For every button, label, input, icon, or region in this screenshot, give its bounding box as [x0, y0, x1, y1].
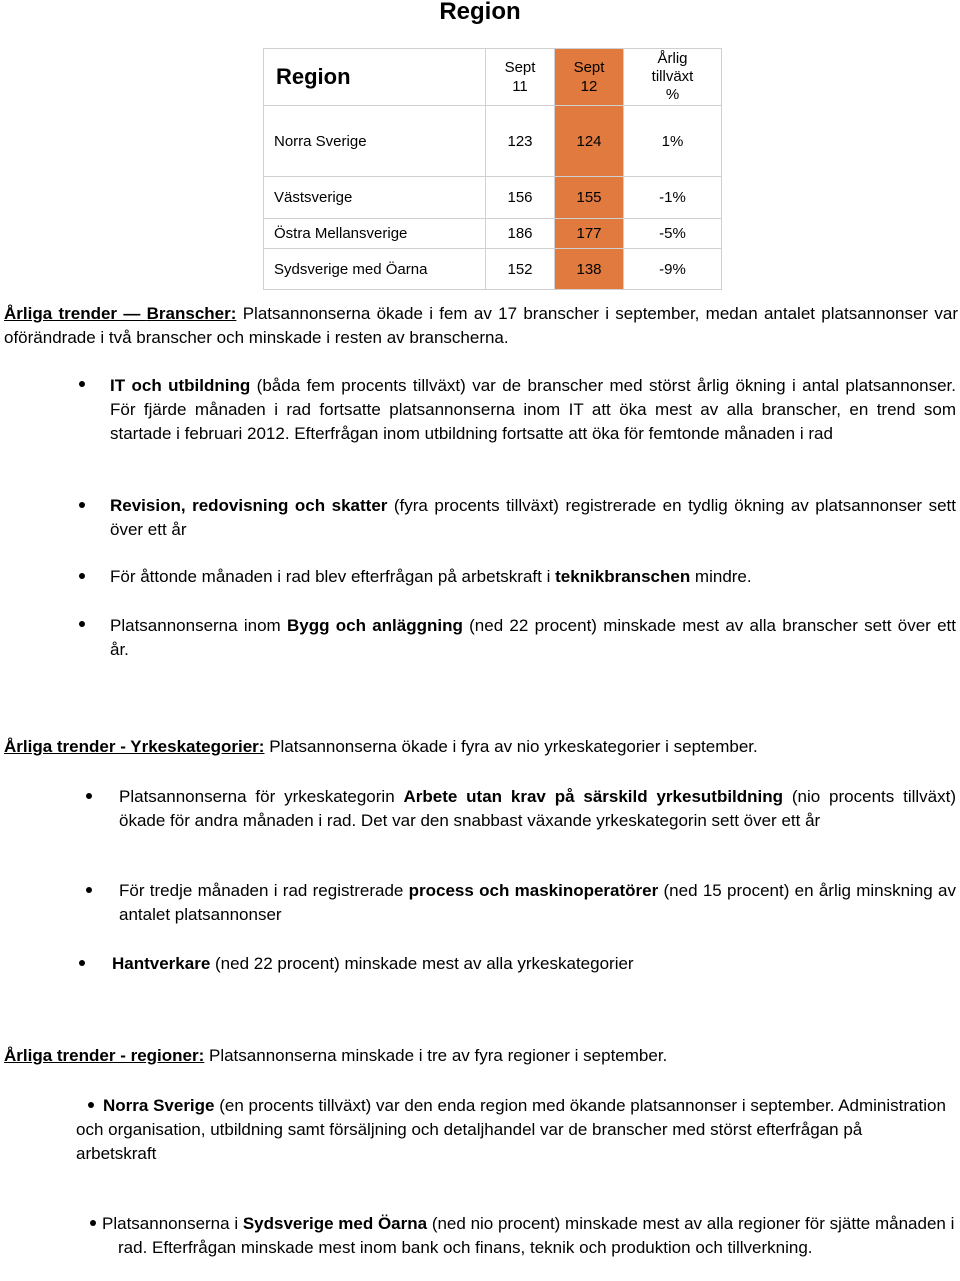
row-sept12: 138: [555, 249, 624, 290]
bullet-text: mindre.: [690, 567, 752, 586]
row-name: Östra Mellansverige: [264, 219, 486, 249]
header-growth: [624, 49, 722, 106]
bullet-bold: teknikbranschen: [555, 567, 691, 586]
bullet-text: (ned 22 procent) minskade mest av alla yrkeskategorier: [210, 954, 634, 973]
row-sept12: 155: [555, 177, 624, 219]
row-name: Västsverige: [264, 177, 486, 219]
yrken-intro-text: Platsannonserna ökade i fyra av nio yrkeskategorier i september.: [264, 737, 758, 756]
header-growth-line3: %: [665, 86, 680, 103]
list-item: [102, 1212, 958, 1260]
bullet-text: (ned nio procent) minskade mest av alla regioner för sjätte månaden i rad. Efterfrågan minskade mest inom bank och finans, teknik och produktion och tillverkning.: [118, 1214, 955, 1257]
bullet-text: (ned 22 procent) minskade mest av alla branscher sett över ett år.: [110, 616, 956, 659]
bullet-text: För tredje månaden i rad registrerade: [119, 881, 409, 900]
list-item: [119, 785, 956, 833]
header-growth-line2: tillväxt: [651, 68, 694, 85]
row-sept12: 177: [555, 219, 624, 249]
regioner-intro: [4, 1044, 958, 1068]
header-sept11: [486, 49, 555, 106]
branscher-heading: [4, 304, 236, 323]
bullet-text: (fyra procents tillväxt) registrerade en tydlig ökning av platsannonser sett över ett år: [110, 496, 956, 539]
bullet-text: (båda fem procents tillväxt) var de branscher med störst årlig ökning i antal platsannonser. För fjärde månaden i rad fortsatte platsannonserna inom IT att öka mest av alla branscher, en trend som startade i februari 2012. Efterfrågan inom utbildning fortsatte att öka för femtonde månaden i rad: [110, 376, 957, 443]
header-region: Region: [264, 49, 486, 106]
list-item: [110, 494, 956, 542]
row-sept11: 152: [486, 249, 555, 290]
yrken-heading: Årliga trender - Yrkeskategorier:: [4, 737, 265, 756]
branscher-heading-dash: —: [117, 304, 147, 323]
header-sept12-line2: 12: [580, 78, 598, 95]
row-growth: 1%: [624, 106, 722, 177]
bullet-icon: [86, 887, 92, 893]
list-item: [76, 1094, 946, 1166]
bullet-text: (en procents tillväxt) var den enda region med ökande platsannonser i september. Administration och organisation, utbildning samt försäljning och detaljhandel var de branscher med störst efterfrågan på arbetskraft: [76, 1096, 946, 1163]
branscher-heading-b: Branscher:: [146, 304, 237, 323]
bullet-icon: [79, 573, 85, 579]
bullet-icon: [79, 621, 85, 627]
table-row: [264, 249, 722, 290]
row-sept11: 186: [486, 219, 555, 249]
list-item: [119, 879, 956, 927]
bullet-bold: IT och utbildning: [110, 376, 251, 395]
bullet-text: (ned 15 procent) en årlig minskning av antalet platsannonser: [119, 881, 956, 924]
header-growth-line1: Årlig: [657, 50, 688, 67]
bullet-icon: [79, 381, 85, 387]
branscher-intro: [4, 302, 958, 350]
header-sept12-line1: Sept: [573, 59, 605, 76]
header-sept11-line2: 11: [512, 78, 528, 95]
row-growth: -9%: [624, 249, 722, 290]
bullet-bold: Arbete utan krav på särskild yrkesutbildning: [403, 787, 784, 806]
row-sept11: 156: [486, 177, 555, 219]
bullet-bold: Bygg och anläggning: [286, 616, 463, 635]
branscher-heading-a: Årliga trender: [4, 304, 118, 323]
bullet-bold: Hantverkare: [112, 954, 211, 973]
bullet-bold: Revision, redovisning och skatter: [110, 496, 388, 515]
list-item: [110, 374, 956, 446]
list-item: [110, 614, 956, 662]
bullet-bold: process och maskinoperatörer: [408, 881, 659, 900]
row-name: Sydsverige med Öarna: [264, 249, 486, 290]
header-sept11-line1: Sept: [504, 59, 536, 76]
bullet-icon: [79, 960, 85, 966]
bullet-text: Platsannonserna för yrkeskategorin: [119, 787, 404, 806]
bullet-bold: Norra Sverige: [103, 1096, 215, 1115]
bullet-text: (nio procents tillväxt) ökade för andra månaden i rad. Det var den snabbast växande yrkeskategorin sett över ett år: [119, 787, 956, 830]
list-item: [112, 952, 956, 976]
regioner-heading: Årliga trender - regioner:: [4, 1046, 205, 1065]
table-row: [264, 177, 722, 219]
row-sept12: 124: [555, 106, 624, 177]
row-sept11: 123: [486, 106, 555, 177]
region-table: [263, 48, 722, 290]
header-sept12: [555, 49, 624, 106]
bullet-icon: [86, 793, 92, 799]
table-row: [264, 219, 722, 249]
bullet-bold: Sydsverige med Öarna: [242, 1214, 428, 1233]
bullet-text: Platsannonserna i: [102, 1214, 243, 1233]
bullet-icon: [90, 1220, 96, 1226]
table-row: [264, 106, 722, 177]
bullet-icon: [79, 502, 85, 508]
bullet-text: Platsannonserna inom: [110, 616, 287, 635]
list-item: [110, 565, 956, 589]
row-growth: -1%: [624, 177, 722, 219]
bullet-text: För åttonde månaden i rad blev efterfrågan på arbetskraft i: [110, 567, 556, 586]
regioner-intro-text: Platsannonserna minskade i tre av fyra regioner i september.: [204, 1046, 668, 1065]
row-growth: -5%: [624, 219, 722, 249]
table-header-row: [264, 49, 722, 106]
row-name: Norra Sverige: [264, 106, 486, 177]
page-title: Region: [439, 0, 521, 25]
yrken-intro: [4, 735, 958, 759]
branscher-intro-text: Platsannonserna ökade i fem av 17 branscher i september, medan antalet platsannonser var oförändrade i två branscher och minskade i resten av branscherna.: [4, 304, 958, 347]
